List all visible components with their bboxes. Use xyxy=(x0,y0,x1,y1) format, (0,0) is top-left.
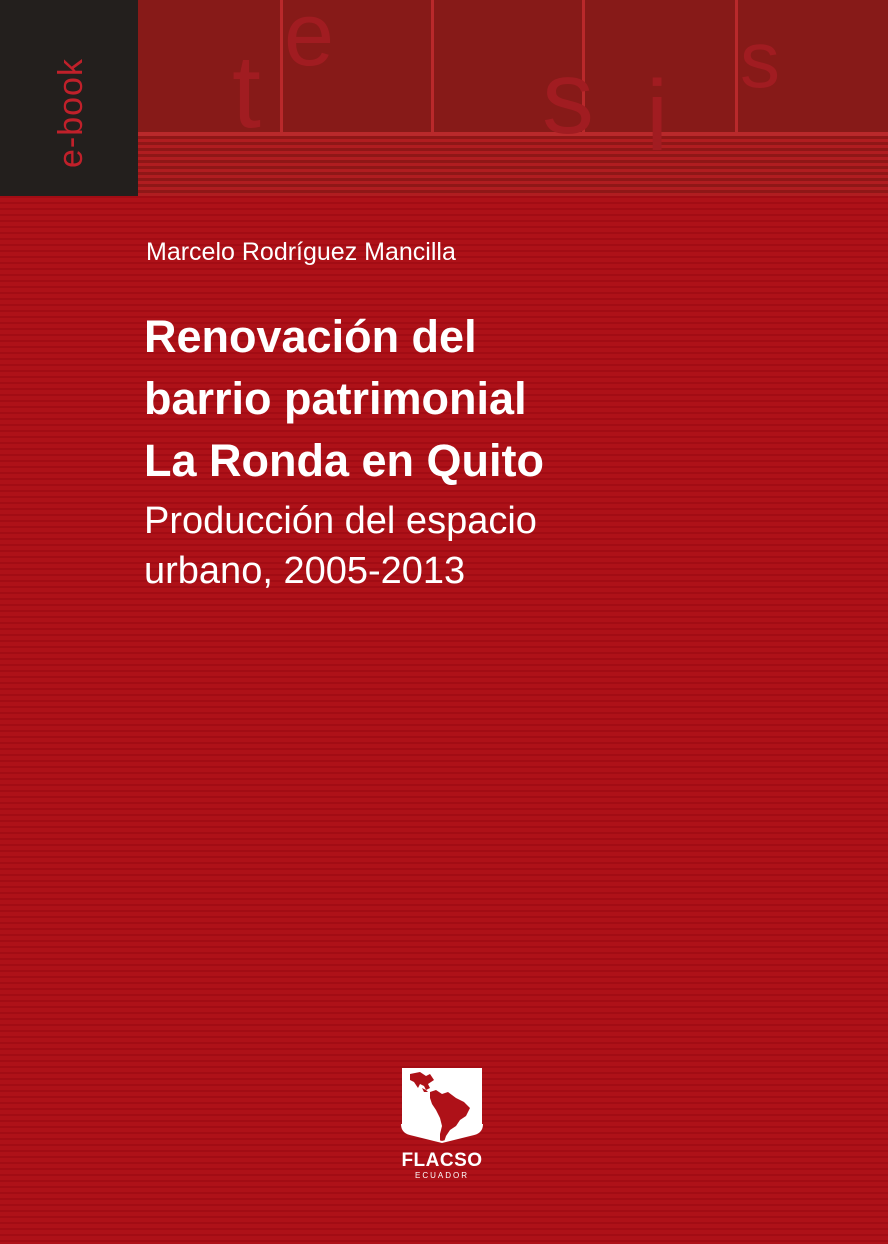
series-letter-s: s xyxy=(542,40,594,156)
ebook-label: e-book xyxy=(52,58,90,168)
series-letter-e: e xyxy=(284,0,335,85)
publisher-name: FLACSO xyxy=(401,1150,483,1171)
publisher-subname: ECUADOR xyxy=(414,1171,469,1180)
book-title xyxy=(144,306,844,492)
title-line: Renovación del xyxy=(144,311,477,362)
subtitle-line: Producción del espacio xyxy=(144,500,537,542)
book-subtitle xyxy=(144,496,844,596)
latin-america-map-shield-icon xyxy=(400,1062,484,1144)
title-line: La Ronda en Quito xyxy=(144,435,544,486)
ebook-block xyxy=(0,0,138,196)
title-line: barrio patrimonial xyxy=(144,373,527,424)
subtitle-line: urbano, 2005-2013 xyxy=(144,550,466,592)
series-letter-s: s xyxy=(740,15,780,104)
series-letter-i: i xyxy=(646,60,669,172)
series-letter-t: t xyxy=(232,34,261,150)
author-name: Marcelo Rodríguez Mancilla xyxy=(146,238,456,266)
publisher-logo xyxy=(398,1062,488,1182)
band-segment xyxy=(138,0,283,136)
